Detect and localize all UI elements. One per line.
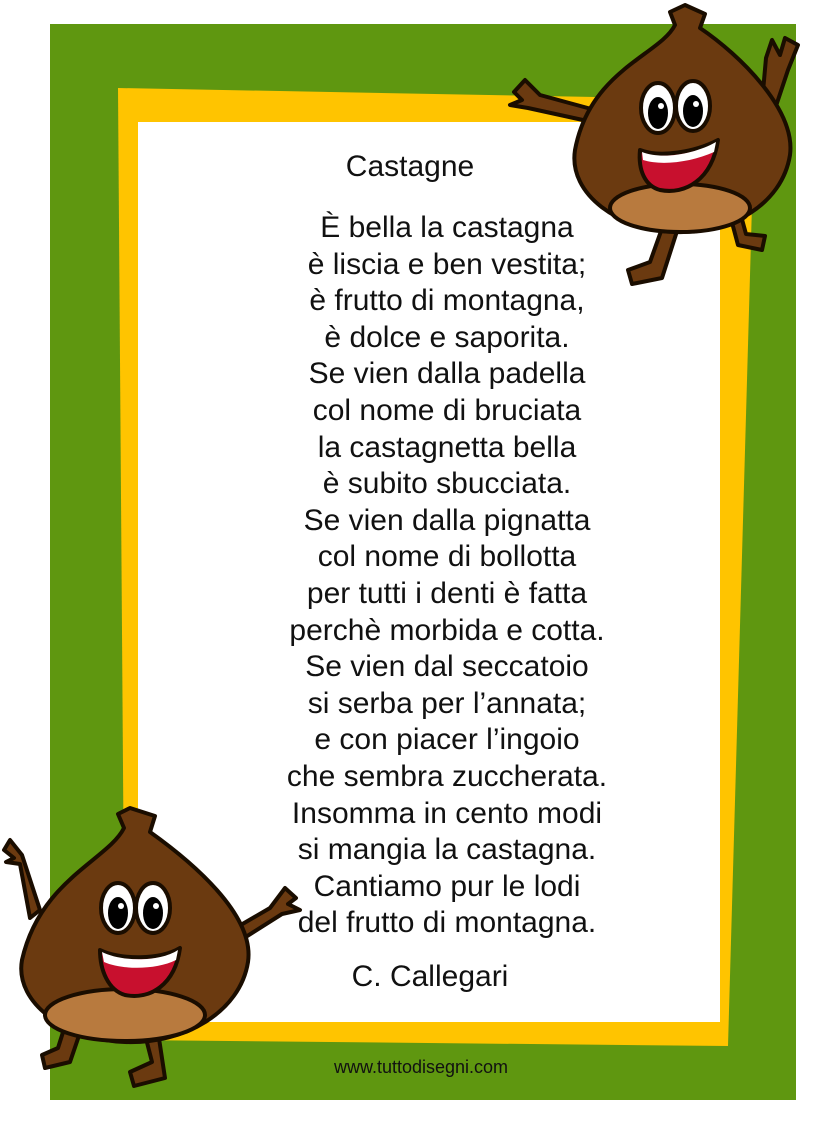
poem-line: Insomma in cento modi	[291, 796, 603, 830]
poem-line: Cantiamo pur le lodi	[313, 869, 581, 903]
poem-line: che sembra zuccherata.	[286, 759, 608, 793]
poem-line: perchè morbida e cotta.	[289, 613, 605, 647]
poem-title: Castagne	[345, 150, 475, 183]
poem-line: e con piacer l’ingoio	[314, 723, 580, 757]
poem-author: C. Callegari	[351, 960, 509, 993]
poem-line: è frutto di montagna,	[309, 284, 585, 318]
poem-line: È bella la castagna	[320, 211, 574, 244]
poem-line: del frutto di montagna.	[297, 906, 597, 940]
chestnut-character-icon	[500, 0, 810, 295]
poem-line: Se vien dalla pignatta	[303, 503, 591, 537]
poem-line: è liscia e ben vestita;	[307, 247, 587, 281]
poem-line: si serba per l’annata;	[307, 686, 587, 720]
poem-line: la castagnetta bella	[317, 430, 577, 464]
poem-line: per tutti i denti è fatta	[306, 576, 588, 610]
poem-line: Se vien dalla padella	[308, 357, 586, 391]
website-link[interactable]: www.tuttodisegni.com	[333, 1057, 509, 1077]
poem-line: è subito sbucciata.	[322, 467, 572, 501]
poem-line: è dolce e saporita.	[324, 320, 570, 354]
poem-line: si mangia la castagna.	[297, 833, 597, 867]
poem-line: col nome di bollotta	[317, 540, 577, 574]
chestnut-character-icon	[0, 800, 310, 1100]
poem-line: Se vien dal seccatoio	[305, 650, 589, 684]
poem-line: col nome di bruciata	[312, 393, 582, 427]
